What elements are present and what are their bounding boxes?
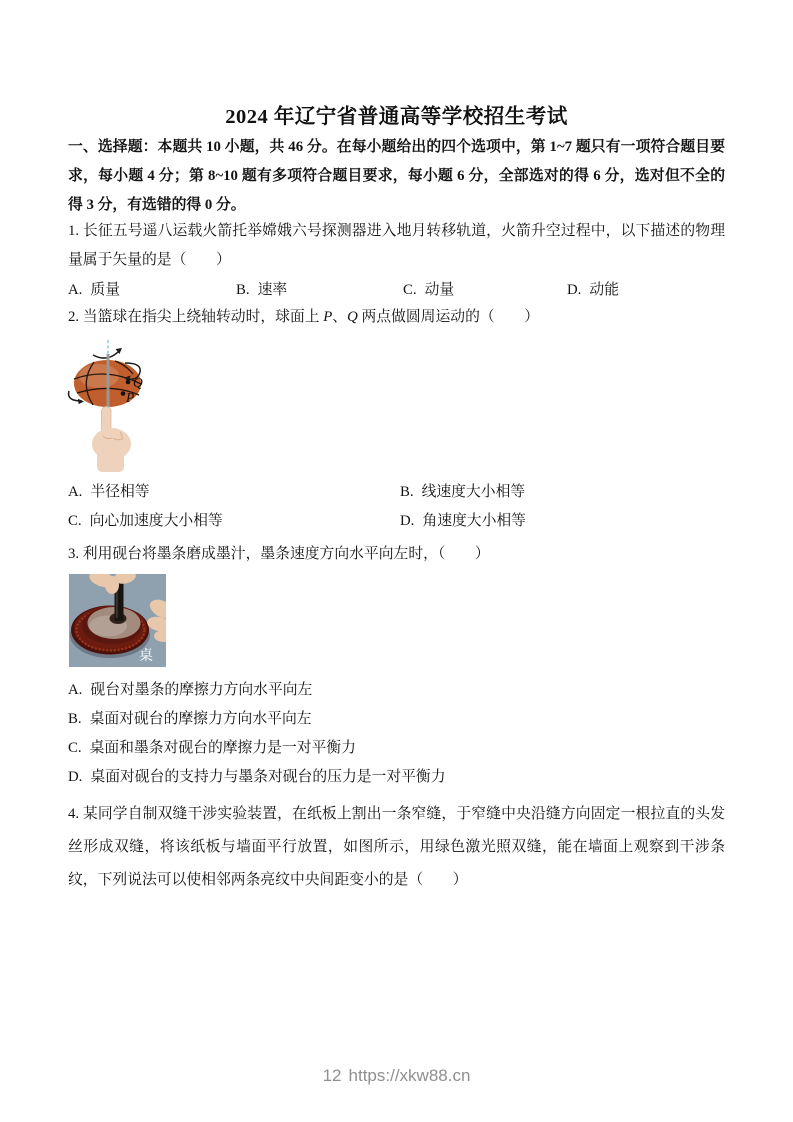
table-label: 桌: [139, 649, 153, 664]
question-1-stem: 1. 长征五号遥八运载火箭托举嫦娥六号探测器进入地月转移轨道，火箭升空过程中，以下描述的物理量属于矢量的是（ ）: [68, 223, 725, 268]
q1-option-c: C. 动量: [403, 282, 455, 298]
section-heading: 一、选择题：本题共 10 小题，共 46 分。在每小题给出的四个选项中，第 1~7 题只有一项符合题目要求，每小题 4 分；第 8~10 题有多项符合题目要求，每小题 6 分，全部选对的得 6 分，选对但不全的得 3 分，有选错的得 0 分。: [68, 139, 725, 213]
q2-option-a: A. 半径相等: [68, 484, 150, 500]
q3-option-c: C. 桌面和墨条对砚台的摩擦力是一对平衡力: [68, 740, 356, 756]
wrist: [97, 450, 124, 472]
point-q-label: Q: [133, 375, 143, 390]
question-1-options: [68, 276, 725, 305]
q3-option-d: D. 桌面对砚台的支持力与墨条对砚台的压力是一对平衡力: [68, 769, 446, 785]
q1-option-b: B. 速率: [236, 282, 288, 298]
inkstone-figure: [69, 574, 166, 667]
point-q-dot: [126, 380, 131, 385]
doc-title: 2024 年辽宁省普通高等学校招生考试: [225, 105, 568, 128]
point-p-label: P: [126, 390, 135, 405]
point-q-ref: Q: [347, 309, 358, 325]
point-p-dot: [121, 391, 126, 396]
point-p-ref: P: [323, 309, 333, 325]
q1-option-a: A. 质量: [68, 282, 120, 298]
basketball-figure: [65, 338, 180, 475]
question-3-options: [68, 676, 725, 792]
question-3-stem: 3. 利用砚台将墨条磨成墨汁，墨条速度方向水平向左时，（ ）: [68, 546, 490, 562]
q2-option-b: B. 线速度大小相等: [400, 484, 526, 500]
watermark-url: https://xkw88.cn: [348, 1066, 471, 1085]
question-2-stem: 2. 当篮球在指尖上绕轴转动时，球面上 P、Q 两点做圆周运动的（ ）: [68, 309, 540, 325]
hand: [92, 407, 131, 473]
q2-option-d: D. 角速度大小相等: [400, 513, 526, 529]
q1-option-d: D. 动能: [567, 282, 619, 298]
page-content: [68, 0, 725, 1122]
q3-option-a: A. 砚台对墨条的摩擦力方向水平向左: [68, 682, 313, 698]
question-2-options-row-2: [68, 507, 725, 536]
page-footer: [0, 1064, 793, 1088]
question-4-stem: 4. 某同学自制双缝干涉实验装置，在纸板上割出一条窄缝，于窄缝中央沿缝方向固定一根拉直的头发丝形成双缝，将该纸板与墙面平行放置，如图所示，用绿色激光照双缝，能在墙面上观察到干涉条纹，下列说法可以使相邻两条亮纹中央间距变小的是（ ）: [68, 806, 725, 888]
question-2-options-row-1: [68, 478, 725, 507]
q2-option-c: C. 向心加速度大小相等: [68, 513, 223, 529]
page-number: 12: [322, 1066, 342, 1085]
q3-option-b: B. 桌面对砚台的摩擦力方向水平向左: [68, 711, 312, 727]
